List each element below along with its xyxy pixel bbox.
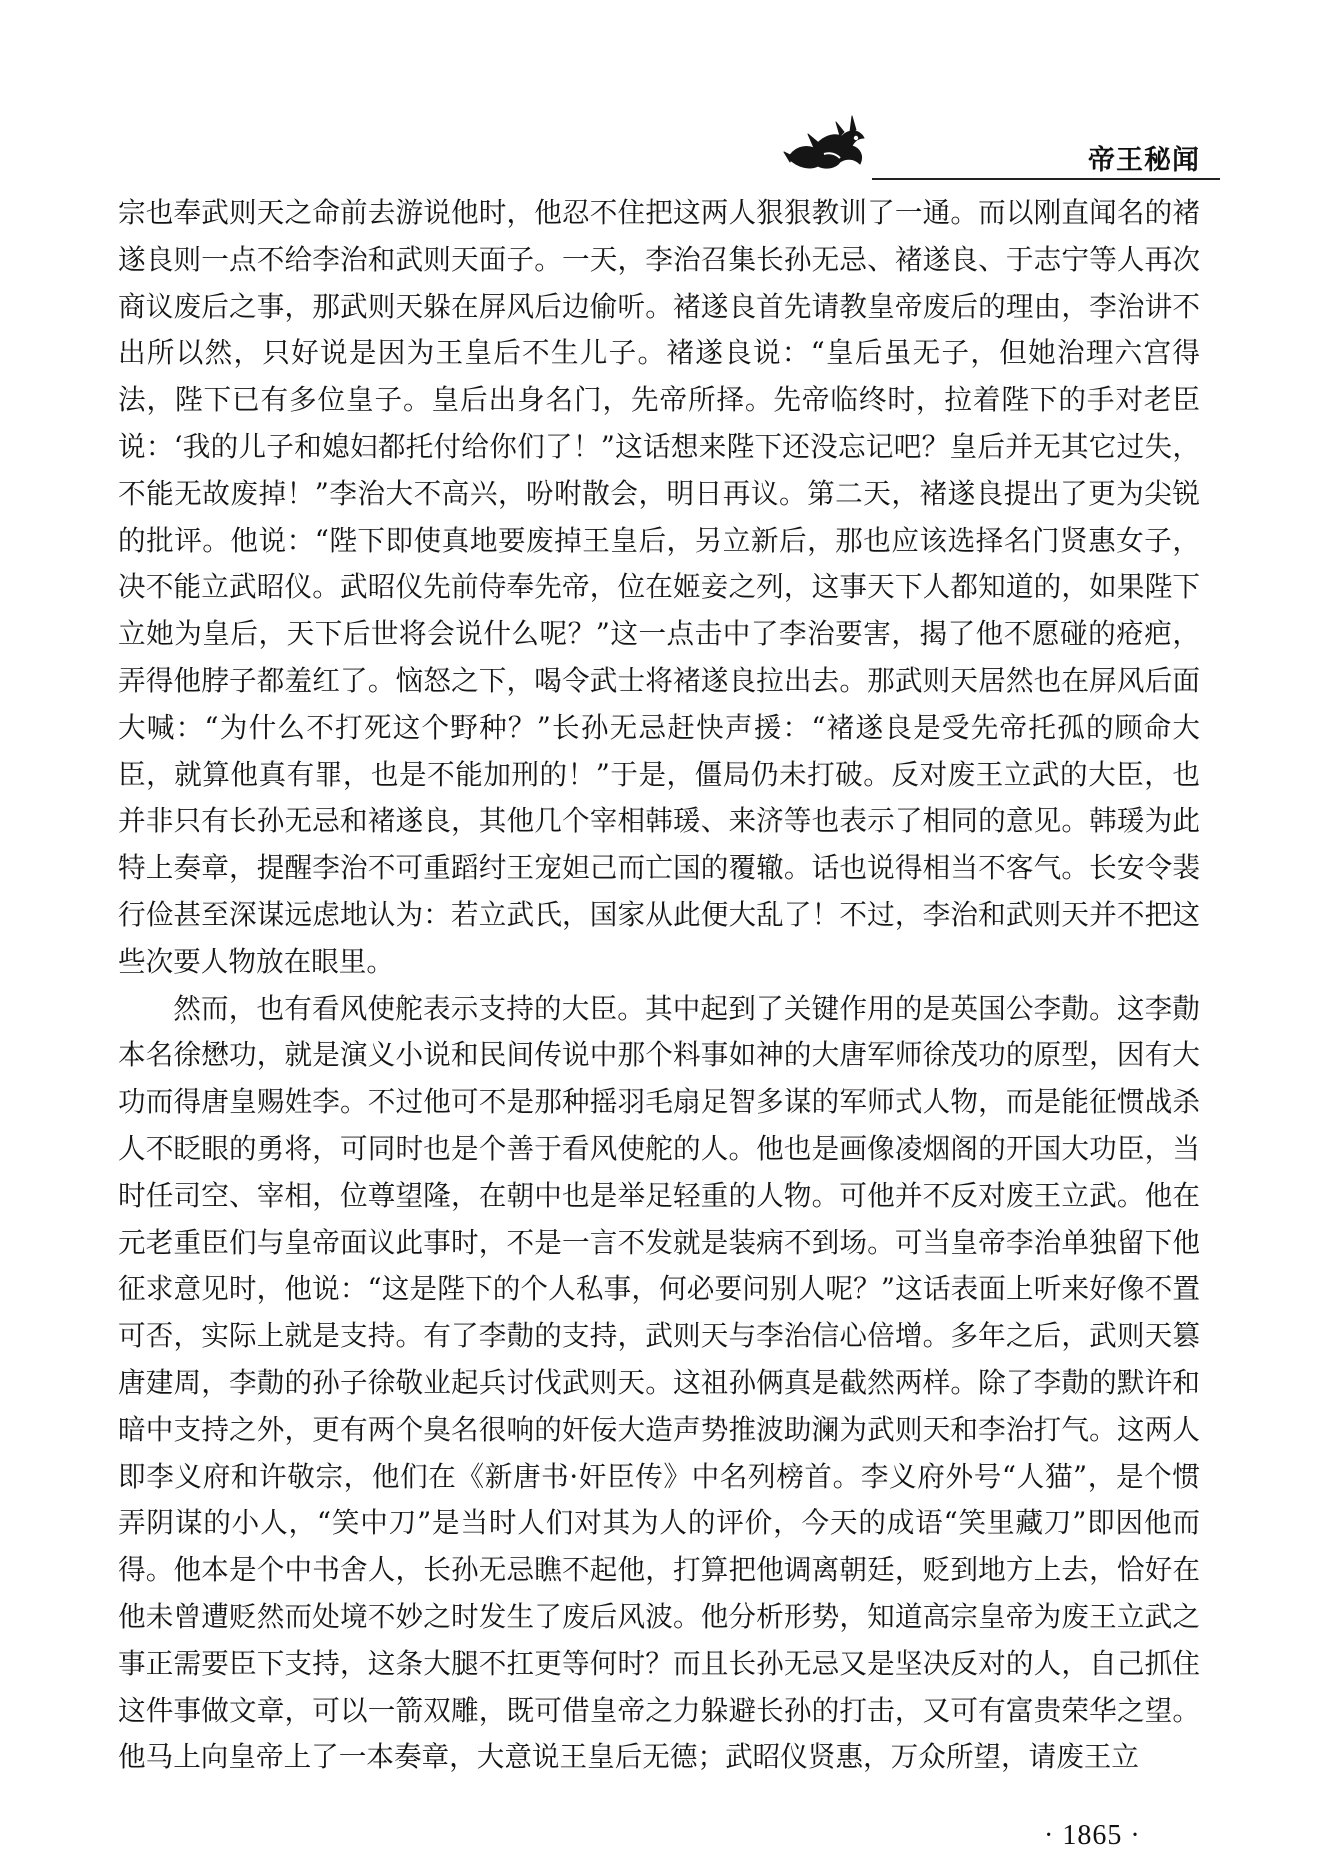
running-header bbox=[780, 108, 1220, 178]
page-number: · 1865 · bbox=[1044, 1820, 1141, 1851]
header-divider bbox=[872, 178, 1220, 180]
paragraph: 宗也奉武则天之命前去游说他时，他忍不住把这两人狠狠教训了一通。而以刚直闻名的褚遂良则一点不给李治和武则天面子。一天，李治召集长孙无忌、褚遂良、于志宁等人再次商议废后之事，那武则天躲在屏风后边偷听。褚遂良首先请教皇帝废后的理由，李治讲不出所以然，只好说是因为王皇后不生儿子。褚遂良说：“皇后虽无子，但她治理六宫得法，陛下已有多位皇子。皇后出身名门，先帝所择。先帝临终时，拉着陛下的手对老臣说：‘我的儿子和媳妇都托付给你们了！”这话想来陛下还没忘记吧？皇后并无其它过失，不能无故废掉！”李治大不高兴，吩咐散会，明日再议。第二天，褚遂良提出了更为尖锐的批评。他说：“陛下即使真地要废掉王皇后，另立新后，那也应该选择名门贤惠女子，决不能立武昭仪。武昭仪先前侍奉先帝，位在姬妾之列，这事天下人都知道的，如果陛下立她为皇后，天下后世将会说什么呢？”这一点击中了李治要害，揭了他不愿碰的疮疤，弄得他脖子都羞红了。恼怒之下，喝令武士将褚遂良拉出去。那武则天居然也在屏风后面大喊：“为什么不打死这个野种？”长孙无忌赶快声援：“褚遂良是受先帝托孤的顾命大臣，就算他真有罪，也是不能加刑的！”于是，僵局仍未打破。反对废王立武的大臣，也并非只有长孙无忌和褚遂良，其他几个宰相韩瑗、来济等也表示了相同的意见。韩瑗为此特上奏章，提醒李治不可重蹈纣王宠妲己而亡国的覆辙。话也说得相当不客气。长安令裴行俭甚至深谋远虑地认为：若立武氏，国家从此便大乱了！不过，李治和武则天并不把这些次要人物放在眼里。 bbox=[118, 196, 1200, 978]
section-title: 帝王秘闻 bbox=[1088, 145, 1200, 176]
body-text bbox=[118, 190, 1200, 1781]
dragon-emblem-icon bbox=[780, 108, 870, 174]
paragraph: 然而，也有看风使舵表示支持的大臣。其中起到了关键作用的是英国公李勣。这李勣本名徐懋功，就是演义小说和民间传说中那个料事如神的大唐军师徐茂功的原型，因有大功而得唐皇赐姓李。不过他可不是那种摇羽毛扇足智多谋的军师式人物，而是能征惯战杀人不眨眼的勇将，可同时也是个善于看风使舵的人。他也是画像凌烟阁的开国大功臣，当时任司空、宰相，位尊望隆，在朝中也是举足轻重的人物。可他并不反对废王立武。他在元老重臣们与皇帝面议此事时，不是一言不发就是装病不到场。可当皇帝李治单独留下他征求意见时，他说：“这是陛下的个人私事，何必要问别人呢？”这话表面上听来好像不置可否，实际上就是支持。有了李勣的支持，武则天与李治信心倍增。多年之后，武则天篡唐建周，李勣的孙子徐敬业起兵讨伐武则天。这祖孙俩真是截然两样。除了李勣的默许和暗中支持之外，更有两个臭名很响的奸佞大造声势推波助澜为武则天和李治打气。这两人即李义府和许敬宗，他们在《新唐书·奸臣传》中名列榜首。李义府外号“人猫”，是个惯弄阴谋的小人，“笑中刀”是当时人们对其为人的评价，今天的成语“笑里藏刀”即因他而得。他本是个中书舍人，长孙无忌瞧不起他，打算把他调离朝廷，贬到地方上去，恰好在他未曾遭贬然而处境不妙之时发生了废后风波。他分析形势，知道高宗皇帝为废王立武之事正需要臣下支持，这条大腿不扛更等何时？而且长孙无忌又是坚决反对的人，自己抓住这件事做文章，可以一箭双雕，既可借皇帝之力躲避长孙的打击，又可有富贵荣华之望。他马上向皇帝上了一本奏章，大意说王皇后无德；武昭仪贤惠，万众所望，请废王立 bbox=[118, 991, 1200, 1774]
